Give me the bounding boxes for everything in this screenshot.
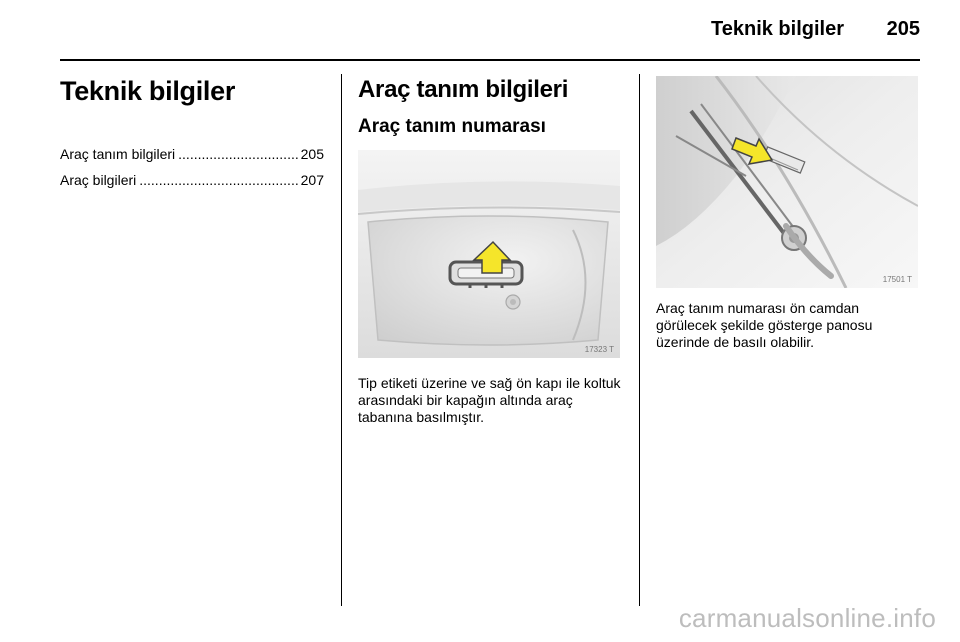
page-header bbox=[60, 0, 920, 62]
column-divider-left bbox=[341, 74, 342, 606]
floor-plate-illustration bbox=[358, 150, 620, 358]
toc-item-label: Araç tanım bilgileri bbox=[60, 146, 176, 162]
toc-item[interactable] bbox=[60, 167, 324, 193]
windscreen-drawing bbox=[656, 76, 918, 288]
site-watermark: carmanualsonline.info bbox=[678, 603, 936, 633]
figure-code: 17501 T bbox=[882, 275, 912, 284]
chapter-column bbox=[60, 76, 324, 193]
toc-item-page: 207 bbox=[300, 172, 324, 188]
page-number: 205 bbox=[886, 18, 920, 40]
toc-item-label: Araç bilgileri bbox=[60, 172, 137, 188]
floor-plate-drawing bbox=[358, 150, 620, 358]
section-heading: Araç tanım bilgileri bbox=[358, 76, 569, 103]
toc-item[interactable] bbox=[60, 141, 324, 167]
chapter-title: Teknik bilgiler bbox=[60, 76, 236, 106]
column-divider-right bbox=[639, 74, 640, 606]
toc-item-page: 205 bbox=[300, 146, 324, 162]
header-rule bbox=[60, 59, 920, 61]
dashboard-vin-description: Araç tanım numarası ön camdan görülecek şekilde gösterge panosu üzerinde de basılı olabilir. bbox=[656, 300, 873, 350]
section-subheading: Araç tanım numarası bbox=[358, 116, 546, 137]
windscreen-column bbox=[656, 76, 920, 351]
figure-code: 17323 T bbox=[584, 345, 614, 354]
toc-leader-dots bbox=[139, 167, 297, 193]
vehicle-id-column bbox=[358, 76, 622, 426]
table-of-contents bbox=[60, 141, 324, 193]
type-plate-description: Tip etiketi üzerine ve sağ ön kapı ile koltuk arasındaki bir kapağın altında araç tabanına basılmıştır. bbox=[358, 375, 621, 425]
toc-leader-dots bbox=[178, 141, 297, 167]
windscreen-illustration bbox=[656, 76, 918, 288]
header-title: Teknik bilgiler bbox=[711, 18, 844, 40]
